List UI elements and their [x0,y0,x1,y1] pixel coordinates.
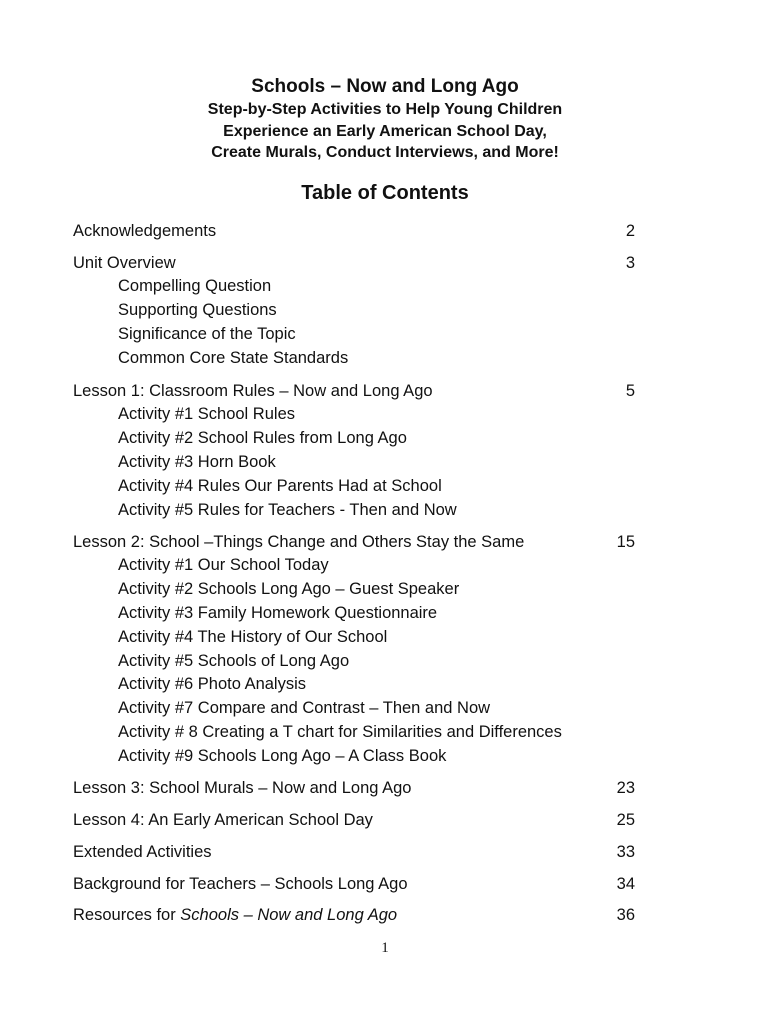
toc-entry-label-italic: Schools – Now and Long Ago [180,906,398,924]
toc-subentry: Common Core State Standards [118,348,349,367]
toc-subentry: Activity # 8 Creating a T chart for Similarities and Differences [118,723,562,742]
toc-subentry: Activity #2 School Rules from Long Ago [118,428,407,447]
toc-entry [73,903,635,927]
toc-entry [73,840,635,864]
toc-subentry: Activity #1 School Rules [118,405,295,423]
toc-entry-page: 36 [616,906,635,924]
toc-entry-label: Extended Activities [73,843,212,861]
toc-subentry: Activity #2 Schools Long Ago – Guest Speaker [118,579,460,598]
toc-entry-label: Lesson 4: An Early American School Day [73,811,373,829]
toc-entry-page: 34 [616,875,635,893]
toc-subentry: Significance of the Topic [118,324,296,343]
toc-subentry: Activity #5 Schools of Long Ago [118,651,350,670]
toc-entry-page: 15 [616,533,635,551]
toc-subentry: Activity #1 Our School Today [118,556,329,574]
subtitle-line: Experience an Early American School Day, [223,122,547,140]
toc-subentry: Activity #5 Rules for Teachers - Then and Now [118,500,457,519]
toc-entry [73,808,635,832]
toc-subentry: Supporting Questions [118,300,277,319]
toc-entry-label: Lesson 2: School –Things Change and Others Stay the Same [73,533,525,551]
toc-subentry: Activity #4 Rules Our Parents Had at School [118,476,442,495]
toc-entry-label: Unit Overview [73,254,176,272]
toc-entry-label: Lesson 3: School Murals – Now and Long Ago [73,779,412,797]
toc-subentry: Activity #3 Horn Book [118,452,276,471]
toc-subentry: Activity #9 Schools Long Ago – A Class Book [118,747,447,766]
toc-subentry: Activity #7 Compare and Contrast – Then and Now [118,699,491,718]
toc-entry-page: 3 [625,254,635,272]
document-subtitle [0,99,770,164]
document-title: Schools – Now and Long Ago [251,76,519,97]
toc-entry-label: Background for Teachers – Schools Long Ago [73,875,408,893]
toc-subentry: Activity #6 Photo Analysis [118,675,307,694]
toc-entry [73,219,635,243]
toc-entry-label: Lesson 1: Classroom Rules – Now and Long Ago [73,382,433,400]
toc-subentry: Activity #4 The History of Our School [118,627,388,646]
toc-entry [73,530,635,769]
toc-entry-page: 2 [625,222,635,240]
toc-entry [73,251,635,371]
toc-entry [73,872,635,896]
toc-subentry: Activity #3 Family Homework Questionnaire [118,603,438,622]
toc-entry [73,776,635,800]
subtitle-line: Step-by-Step Activities to Help Young Children [207,101,563,118]
toc-entry-page: 23 [616,779,635,797]
toc-entry-label-prefix: Resources for [73,906,181,924]
subtitle-line: Create Murals, Conduct Interviews, and More! [211,144,559,161]
toc-entry-label [73,906,397,924]
toc-heading: Table of Contents [301,182,469,204]
page-number: 1 [381,940,389,956]
toc-entry [73,379,635,522]
toc-entry-label: Acknowledgements [73,222,217,240]
toc-subentry: Compelling Question [118,277,272,295]
toc-entry-page: 25 [616,811,635,829]
toc-entry-page: 33 [616,843,635,861]
toc-entry-page: 5 [625,382,635,400]
